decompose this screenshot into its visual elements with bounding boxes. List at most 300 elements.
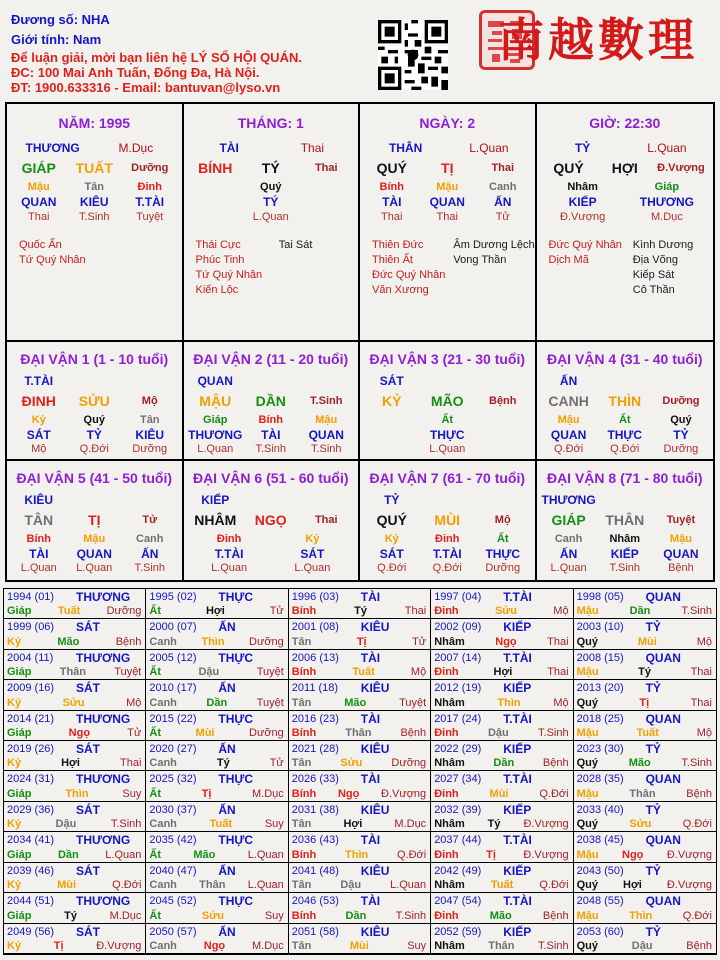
year-row (434, 849, 568, 861)
year-label: 2012 (19) (434, 682, 482, 695)
year-god: KIÊU (360, 681, 390, 696)
year-label: 2034 (41) (7, 834, 55, 847)
year-cell (289, 832, 431, 862)
year-label: 2006 (13) (291, 651, 339, 664)
hidden-god: SÁT (379, 546, 404, 561)
year-can: Tân (291, 757, 312, 770)
hidden-ss: T.Sinh (609, 562, 641, 574)
year-row (577, 636, 712, 648)
year-cell (4, 863, 146, 893)
star-item: Kiến Lộc (195, 284, 239, 296)
year-ss: Q.Đới (682, 818, 712, 831)
year-chi: Tý (487, 818, 501, 831)
year-row (7, 940, 141, 952)
year-ss: L.Quan (247, 879, 284, 892)
year-label: 2039 (46) (7, 864, 55, 877)
year-can: Đinh (434, 727, 459, 740)
year-chi: Dần (629, 605, 651, 618)
pillar-hidden-ss (11, 210, 178, 224)
star-item: Tứ Quý Nhân (19, 254, 86, 266)
year-god: TÀI (360, 772, 381, 787)
year-row (292, 849, 426, 861)
dai-van-can-chi-row (188, 509, 355, 531)
dai-van-ss: Tử (142, 514, 158, 526)
year-can: Nhâm (434, 696, 465, 709)
year-ss: Bệnh (686, 787, 712, 800)
year-can: Bính (291, 848, 317, 861)
year-cell (4, 650, 146, 680)
hidden-god: QUAN (429, 195, 465, 209)
year-god: THƯƠNG (76, 894, 131, 909)
year-row (292, 757, 426, 769)
dai-van-chi: SỬU (78, 393, 110, 409)
year-chi: Hợi (493, 666, 513, 679)
year-cell (574, 619, 716, 649)
year-chi: Mùi (637, 635, 657, 648)
year-row (149, 727, 283, 739)
year-label: 2010 (17) (149, 682, 197, 695)
year-ss: Thai (404, 605, 427, 618)
year-chi: Ngọ (68, 727, 91, 740)
hidden-god: QUAN (76, 546, 112, 561)
pillar-ns: L.Quan (469, 140, 509, 155)
year-can: Ất (149, 605, 161, 618)
hidden-stem: Quý (260, 180, 282, 193)
year-row (292, 879, 426, 891)
dai-van-ss: Mộ (494, 514, 511, 526)
hidden-ss: L.Quan (294, 562, 331, 574)
year-god: TỶ (645, 863, 661, 878)
year-chi: Sửu (201, 909, 224, 922)
year-label: 2047 (54) (434, 895, 482, 908)
year-chi: Mão (344, 696, 367, 709)
year-label: 2033 (40) (576, 803, 624, 816)
hidden-stem: Mậu (557, 413, 580, 426)
year-can: Quý (576, 635, 598, 648)
hidden-stem: Mậu (315, 413, 338, 426)
year-can: Nhâm (434, 757, 465, 770)
dai-van-title: ĐẠI VẬN 1 (1 - 10 tuổi) (20, 351, 169, 367)
year-row (292, 636, 426, 648)
pillar-hidden-stems (11, 179, 178, 194)
year-row (434, 940, 568, 952)
hidden-stem: Bính (379, 180, 404, 193)
hidden-stem: Mậu (27, 180, 50, 193)
year-god: THỰC (218, 772, 254, 787)
pillar-ns: M.Dục (118, 140, 154, 155)
year-cell (431, 650, 573, 680)
dai-van-hidden-ss (541, 442, 710, 456)
year-chi: Tị (639, 696, 650, 709)
year-row (292, 788, 426, 800)
year-cell (146, 589, 288, 619)
year-ss: Đ.Vượng (523, 848, 569, 861)
pillar-title: NGÀY: 2 (419, 115, 476, 131)
year-chi: Tuất (490, 879, 514, 892)
year-chi: Thìn (65, 787, 89, 800)
year-can: Kỷ (7, 757, 22, 770)
year-god: TÀI (360, 711, 381, 726)
pillar-ss: Thai (314, 162, 338, 174)
year-label: 2011 (18) (291, 682, 339, 695)
year-god: T.TÀI (503, 894, 532, 909)
year-ss: Đ.Vượng (666, 879, 712, 892)
year-ss: Suy (122, 787, 142, 800)
hidden-god: THƯƠNG (188, 427, 243, 442)
hidden-ss: Q.Đới (610, 443, 640, 455)
hidden-stem: Giáp (654, 180, 680, 193)
year-row (434, 727, 568, 739)
dai-van-title: ĐẠI VẬN 8 (71 - 80 tuổi) (546, 470, 703, 486)
year-label: 2019 (26) (7, 743, 55, 756)
year-can: Bính (291, 605, 317, 618)
year-label: 2044 (51) (7, 895, 55, 908)
year-label: 2025 (32) (149, 773, 197, 786)
year-god: SÁT (76, 802, 100, 817)
hidden-ss: T.Sinh (134, 562, 166, 574)
pillar-title: NĂM: 1995 (58, 115, 131, 131)
year-label: 2037 (44) (434, 834, 482, 847)
year-row (434, 605, 568, 617)
dai-van-title: ĐẠI VẬN 5 (41 - 50 tuổi) (16, 470, 173, 486)
year-label: 1995 (02) (149, 591, 197, 603)
year-chi: Thìn (629, 909, 653, 922)
star-item: Kiếp Sát (632, 269, 675, 281)
hidden-god: TÀI (382, 195, 402, 209)
hidden-god: TÀI (261, 427, 281, 442)
year-cell (146, 619, 288, 649)
year-god: QUAN (645, 650, 681, 665)
year-ss: Suy (264, 909, 284, 922)
year-can: Quý (576, 879, 598, 892)
header (0, 0, 720, 100)
year-ss: T.Sinh (681, 757, 712, 770)
pillar-chi: HỢI (611, 160, 638, 176)
year-god: T.TÀI (503, 833, 532, 848)
dai-van-can: NHÂM (194, 512, 237, 528)
hidden-stem: Quý (670, 413, 692, 426)
year-can: Kỷ (7, 696, 22, 709)
year-label: 2045 (52) (149, 895, 197, 908)
year-can: Giáp (7, 666, 32, 679)
year-chi: Tuất (352, 666, 375, 679)
star-item: Phúc Tinh (195, 254, 245, 266)
hidden-god: TÀI (29, 546, 49, 561)
phone-email-line: ĐT: 1900.633316 - Email: bantuvan@lyso.vn (11, 80, 281, 95)
year-ss: Bệnh (542, 909, 569, 922)
year-row (577, 940, 712, 952)
year-cell (4, 589, 146, 619)
hidden-god: TỶ (673, 427, 689, 442)
year-god: SÁT (76, 620, 100, 635)
year-god: T.TÀI (503, 590, 532, 604)
pillar-ns: L.Quan (647, 140, 687, 155)
year-ss: T.Sinh (538, 727, 569, 740)
year-can: Quý (576, 757, 598, 770)
hidden-stem: Mậu (669, 532, 692, 545)
hidden-god: KIẾP (610, 546, 639, 561)
hidden-stem: Đinh (435, 532, 460, 545)
dai-van-can-chi-row (541, 509, 710, 531)
year-chi: Sửu (62, 696, 85, 709)
year-row (149, 605, 283, 617)
dai-van-hidden-gods (11, 546, 178, 561)
year-label: 2024 (31) (7, 773, 55, 786)
year-cell (146, 832, 288, 862)
pillar-stars (541, 238, 710, 298)
hidden-god: TỶ (86, 427, 102, 442)
year-ss: Mộ (696, 635, 712, 648)
year-row (292, 940, 426, 952)
dai-van-hidden-gods (541, 546, 710, 561)
year-god: QUAN (645, 772, 681, 787)
hidden-stem: Bính (258, 413, 283, 426)
hidden-ss: Mộ (31, 443, 47, 455)
year-can: Nhâm (434, 635, 465, 648)
hidden-ss: Q.Đới (553, 443, 584, 455)
year-label: 2026 (33) (291, 773, 339, 786)
pillar-can: QUÝ (553, 160, 584, 176)
hidden-ss: Q.Đới (377, 562, 407, 574)
pillar-title: GIỜ: 22:30 (589, 115, 661, 131)
year-chi: Thìn (497, 696, 521, 709)
year-god: TÀI (360, 590, 381, 604)
pillar-god-row (188, 138, 355, 157)
year-label: 2016 (23) (291, 712, 339, 725)
dai-van-hidden-ss (541, 561, 710, 575)
hidden-god: QUAN (550, 427, 587, 442)
year-chi: Tị (486, 848, 496, 861)
dai-van-god: TỶ (384, 492, 400, 507)
year-chi: Tị (53, 939, 64, 952)
year-row (292, 910, 426, 922)
dai-van-chi: DẦN (255, 393, 286, 409)
year-row (149, 818, 283, 830)
year-cell (289, 650, 431, 680)
year-ss: Dưỡng (249, 635, 284, 648)
year-label: 2041 (48) (291, 864, 339, 877)
stars-right (625, 238, 709, 298)
hidden-ss: L.Quan (76, 562, 113, 574)
year-row (434, 697, 568, 709)
dai-van-god: ẤN (559, 373, 578, 388)
year-ss: Mộ (126, 696, 142, 709)
year-label: 2014 (21) (7, 712, 55, 725)
year-ss: Tuyệt (256, 696, 284, 709)
hidden-ss: L.Quan (197, 443, 234, 455)
year-label: 1996 (03) (291, 591, 339, 603)
year-ss: Thai (690, 696, 712, 709)
chart-grid (5, 102, 715, 582)
year-cell (4, 741, 146, 771)
star-item: Đức Quý Nhân (372, 269, 446, 281)
pillar-hidden-gods (188, 194, 355, 210)
year-chi: Tý (638, 666, 651, 679)
year-label: 2022 (29) (434, 743, 482, 756)
year-god: KIÊU (360, 802, 390, 817)
year-chi: Hợi (205, 605, 225, 618)
hidden-god: KIÊU (135, 427, 165, 442)
year-chi: Mùi (349, 939, 369, 952)
year-row (7, 849, 141, 861)
pillar-chi: TỊ (441, 160, 454, 176)
year-row (577, 818, 712, 830)
year-ss: M.Dục (109, 909, 142, 922)
year-can: Ất (149, 848, 161, 861)
year-ss: Tuyệt (399, 696, 427, 709)
dai-van-hidden-stems (541, 412, 710, 427)
star-item: Tai Sát (278, 239, 313, 251)
year-god: KIẾP (503, 924, 532, 939)
year-can: Tân (291, 879, 312, 892)
year-chi: Tị (201, 787, 212, 800)
qr-code-icon[interactable] (378, 20, 448, 90)
year-row (577, 605, 712, 617)
hidden-stem: Đinh (216, 532, 242, 545)
year-cell (289, 741, 431, 771)
hidden-god: T.TÀI (214, 546, 244, 561)
year-label: 2003 (10) (576, 621, 624, 634)
dai-van-can-chi-row (11, 509, 178, 531)
year-cell (146, 802, 288, 832)
year-god: KIÊU (360, 742, 390, 757)
year-can: Đinh (434, 848, 459, 861)
year-chi: Sửu (629, 818, 652, 831)
year-can: Mậu (576, 787, 599, 800)
year-cell (4, 771, 146, 801)
year-can: Bính (291, 909, 317, 922)
year-can: Đinh (434, 605, 459, 618)
dai-van-7 (360, 461, 537, 580)
hidden-stem: Kỷ (384, 532, 399, 545)
year-god: ẤN (218, 863, 236, 878)
dai-van-god: QUAN (197, 373, 233, 388)
year-ss: Thai (119, 757, 142, 770)
year-chi: Mão (193, 848, 216, 861)
year-god: THỰC (218, 833, 254, 848)
year-row (292, 818, 426, 830)
owner-name: Đương số: NHA (11, 12, 110, 27)
dai-van-ss: Tuyệt (666, 514, 696, 526)
year-cell (146, 924, 288, 954)
year-label: 2020 (27) (149, 743, 197, 756)
pillar-can: QUÝ (376, 160, 407, 176)
year-ss: Suy (264, 818, 284, 831)
dai-van-can-chi-row (11, 390, 178, 412)
year-ss: Tuyệt (114, 666, 142, 679)
year-label: 2013 (20) (576, 682, 624, 695)
year-label: 2050 (57) (149, 925, 197, 938)
year-ss: Tử (412, 635, 427, 648)
year-cell (4, 832, 146, 862)
year-chi: Tý (64, 909, 77, 922)
year-label: 2046 (53) (291, 895, 339, 908)
year-can: Đinh (434, 787, 459, 800)
year-row (7, 788, 141, 800)
year-chi: Tý (216, 757, 230, 770)
year-can: Kỷ (7, 818, 22, 831)
year-god: KIÊU (360, 620, 390, 635)
pillar-ss: Dưỡng (131, 162, 169, 174)
year-god: TỶ (645, 802, 661, 817)
year-god: ẤN (218, 620, 236, 635)
year-chi: Tị (356, 635, 367, 648)
year-ss: M.Dục (252, 787, 284, 800)
pillar-chi: TUẤT (75, 160, 113, 176)
year-label: 2001 (08) (291, 621, 339, 634)
year-ss: T.Sinh (681, 605, 712, 618)
year-label: 2004 (11) (7, 651, 54, 664)
year-chi: Thân (629, 787, 656, 800)
year-ss: L.Quan (390, 879, 427, 892)
year-chi: Mão (57, 635, 80, 648)
hidden-stem: Nhâm (609, 532, 641, 545)
year-cell (4, 924, 146, 954)
year-can: Tân (291, 635, 312, 648)
pillar-god-row (11, 138, 178, 157)
year-ss: Dưỡng (391, 757, 427, 770)
hidden-god: THƯƠNG (639, 195, 694, 209)
pillar-1 (7, 104, 184, 342)
dai-van-chi: NGỌ (254, 512, 287, 528)
dai-van-can: ĐINH (21, 393, 56, 409)
pillar-can-chi-row (11, 157, 178, 179)
dai-van-title: ĐẠI VẬN 2 (11 - 20 tuổi) (193, 351, 349, 367)
year-label: 2053 (60) (576, 925, 624, 938)
year-label: 1994 (01) (7, 591, 55, 603)
hidden-stem: Mậu (83, 532, 106, 545)
year-can: Ất (149, 666, 161, 679)
year-chi: Tuất (636, 727, 659, 740)
year-chi: Ngọ (622, 848, 644, 861)
hidden-god: ẤN (141, 546, 159, 561)
year-ss: Đ.Vượng (666, 848, 712, 861)
hidden-ss: M.Dục (650, 211, 683, 223)
year-god: TÀI (360, 650, 381, 665)
year-label: 2049 (56) (7, 925, 55, 938)
year-row (149, 940, 283, 952)
year-ss: Thai (690, 666, 712, 679)
stars-right (271, 238, 354, 298)
year-chi: Dần (345, 909, 367, 922)
stars-right (445, 238, 534, 298)
dai-van-god: KIẾP (201, 492, 230, 507)
dai-van-god-row (364, 371, 531, 390)
hidden-ss: Dưỡng (663, 443, 699, 455)
year-row (434, 879, 568, 891)
year-label: 2021 (28) (291, 743, 339, 756)
year-label: 2031 (38) (291, 803, 339, 816)
pillar-hidden-gods (541, 194, 710, 210)
year-chi: Dậu (198, 666, 220, 679)
year-god: KIẾP (503, 742, 532, 757)
pillar-hidden-stems (541, 179, 710, 194)
year-label: 2029 (36) (7, 803, 55, 816)
dai-van-4 (537, 342, 714, 461)
year-can: Kỷ (7, 939, 22, 952)
year-god: T.TÀI (503, 772, 532, 787)
dai-van-6 (184, 461, 361, 580)
star-item: Quốc Ấn (19, 239, 62, 251)
hidden-stem: Kỷ (31, 413, 46, 426)
year-chi: Thân (345, 727, 372, 740)
year-label: 2038 (45) (576, 834, 624, 847)
star-item: Âm Dương Lệch (453, 239, 535, 251)
year-god: TỶ (645, 620, 661, 635)
year-row (7, 910, 141, 922)
dai-van-hidden-stems (188, 412, 355, 427)
year-can: Ất (149, 727, 161, 740)
